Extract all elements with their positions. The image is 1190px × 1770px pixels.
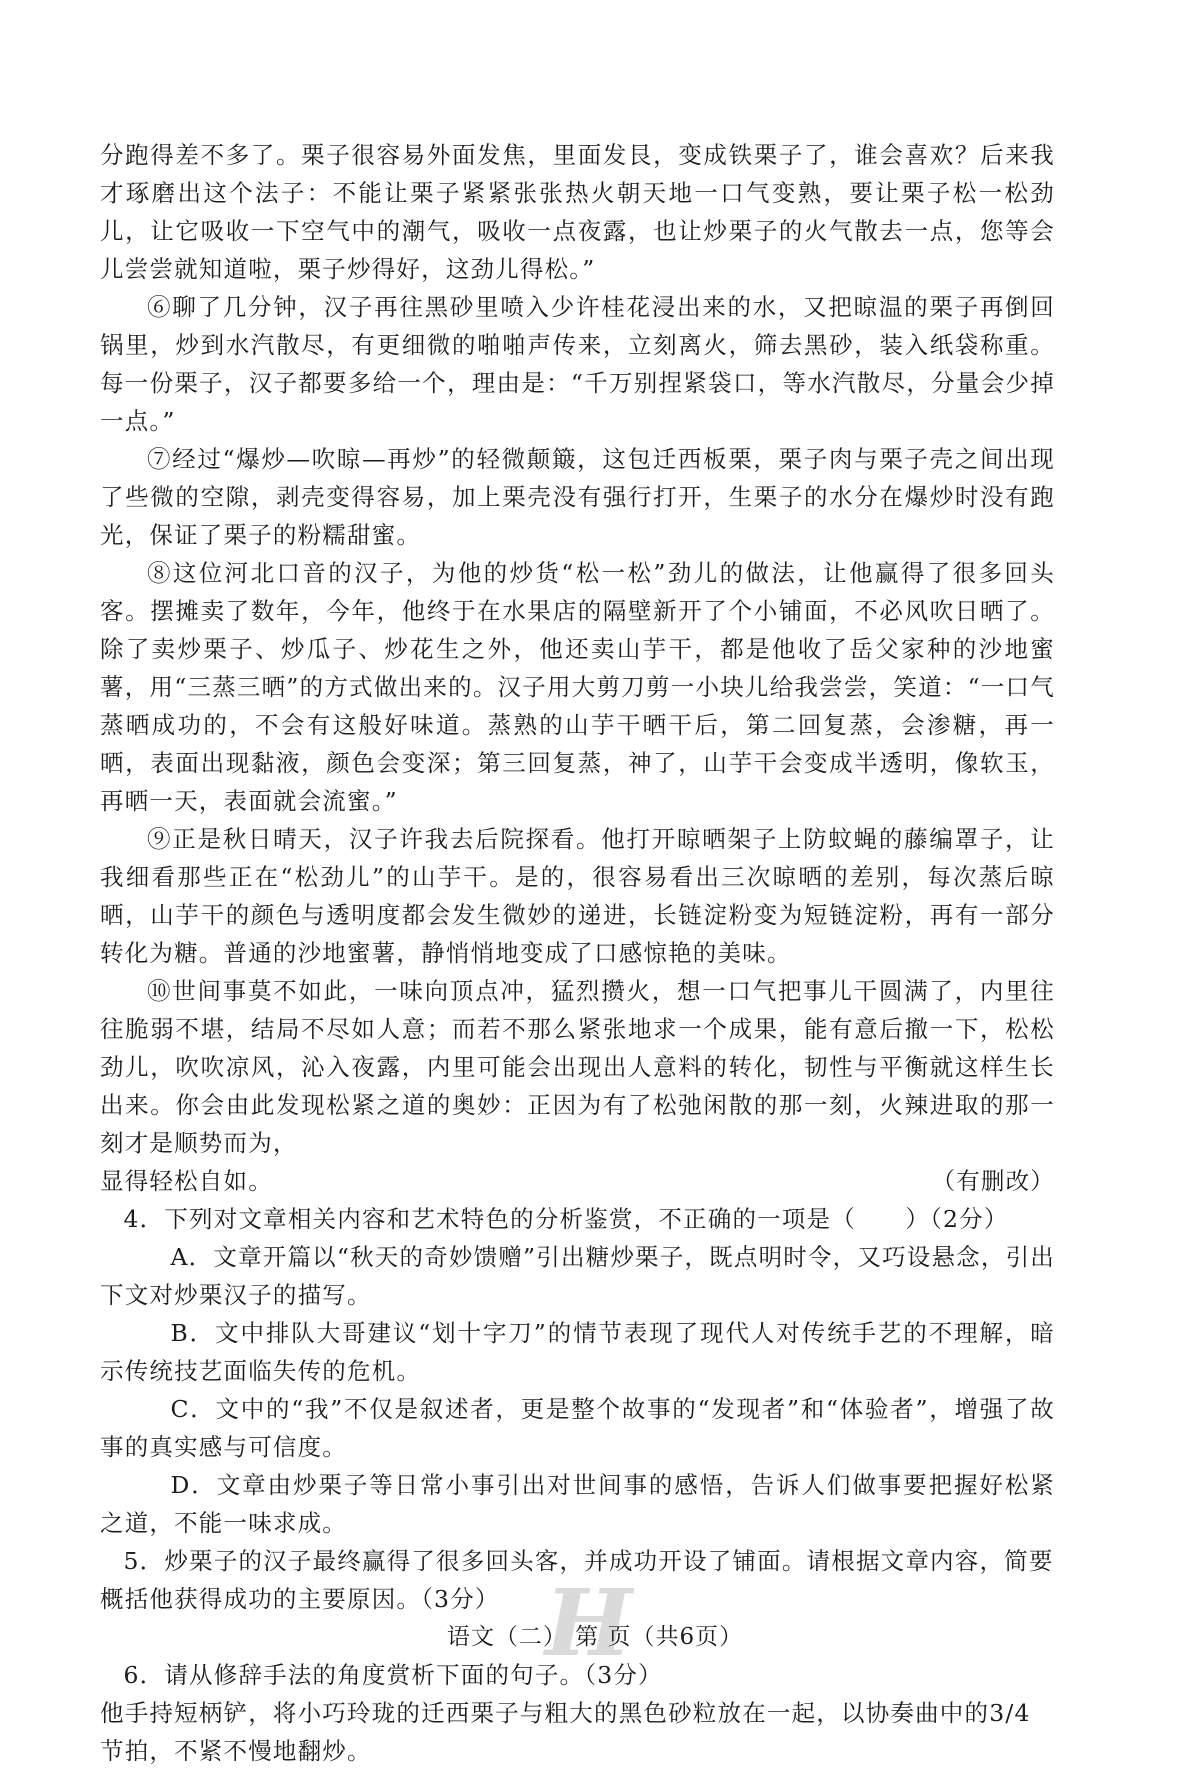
question-5-stem: 5．炒栗子的汉子最终赢得了很多回头客，并成功开设了铺面。请根据文章内容，简要概括他获得成功的主要原因。（3分） bbox=[100, 1547, 1054, 1613]
question-4-stem: 4．下列对文章相关内容和艺术特色的分析鉴赏，不正确的一项是（ ）（2分） bbox=[123, 1205, 1009, 1233]
article-paragraph-8: ⑧这位河北口音的汉子，为他的炒货“松一松”劲儿的做法，让他赢得了很多回头客。摆摊卖了数年，今年，他终于在水果店的隔壁新开了个小铺面，不必风吹日晒了。除了卖炒栗子、炒瓜子、炒花生之外，他还卖山芋干，都是他收了岳父家种的沙地蜜薯，用“三蒸三晒”的方式做出来的。汉子用大剪刀剪一小块儿给我尝尝，笑道：“一口气蒸晒成功的，不会有这般好味道。蒸熟的山芋干晒干后，第二回复蒸，会渗糖，再一晒，表面出现黏液，颜色会变深；第三回复蒸，神了，山芋干会变成半透明，像软玉，再晒一天，表面就会流蜜。” bbox=[100, 559, 1055, 815]
question-4-option-d: D．文章由炒栗子等日常小事引出对世间事的感悟，告诉人们做事要把握好松紧之道，不能一味求成。 bbox=[100, 1471, 1055, 1537]
question-4-option-b: B．文中排队大哥建议“划十字刀”的情节表现了现代人对传统手艺的不理解，暗示传统技艺面临失传的危机。 bbox=[100, 1319, 1055, 1385]
question-4-option-a: A．文章开篇以“秋天的奇妙馈赠”引出糖炒栗子，既点明时令，又巧设悬念，引出下文对炒栗汉子的描写。 bbox=[100, 1243, 1055, 1309]
page-footer: 语文（二） 第 页（共6页） bbox=[446, 1624, 744, 1650]
question-4-option-c: C．文中的“我”不仅是叙述者，更是整个故事的“发现者”和“体验者”，增强了故事的真实感与可信度。 bbox=[100, 1395, 1055, 1461]
page-content bbox=[100, 136, 1055, 1770]
article-paragraph-10-last-line: 显得轻松自如。 bbox=[100, 1167, 273, 1195]
article-paragraph-6: ⑥聊了几分钟，汉子再往黑砂里喷入少许桂花浸出来的水，又把晾温的栗子再倒回锅里，炒到水汽散尽，有更细微的啪啪声传来，立刻离火，筛去黑砂，装入纸袋称重。每一份栗子，汉子都要多给一个，理由是：“千万别捏紧袋口，等水汽散尽，分量会少掉一点。” bbox=[100, 293, 1055, 435]
question-6-stem: 6．请从修辞手法的角度赏析下面的句子。（3分） bbox=[123, 1661, 663, 1689]
article-paragraph-10-end bbox=[100, 1162, 1055, 1200]
article-paragraph-10: ⑩世间事莫不如此，一味向顶点冲，猛烈攒火，想一口气把事儿干圆满了，内里往往脆弱不堪，结局不尽如人意；而若不那么紧张地求一个成果，能有意后撤一下，松松劲儿，吹吹凉风，沁入夜露，内里可能会出现出人意料的转化，韧性与平衡就这样生长出来。你会由此发现松紧之道的奥妙：正因为有了松弛闲散的那一刻，火辣进取的那一刻才是顺势而为， bbox=[100, 977, 1055, 1157]
article-paragraph-7: ⑦经过“爆炒—吹晾—再炒”的轻微颠簸，这包迁西板栗，栗子肉与栗子壳之间出现了些微的空隙，剥壳变得容易，加上栗壳没有强行打开，生栗子的水分在爆炒时没有跑光，保证了栗子的粉糯甜蜜。 bbox=[100, 445, 1055, 549]
source-note: （有删改） bbox=[931, 1167, 1055, 1195]
question-6-quote: 他手持短柄铲，将小巧玲珑的迁西栗子与粗大的黑色砂粒放在一起，以协奏曲中的3/4节拍，不紧不慢地翻炒。 bbox=[100, 1699, 1031, 1765]
watermark-logo: H bbox=[545, 1569, 632, 1677]
article-paragraph-9: ⑨正是秋日晴天，汉子许我去后院探看。他打开晾晒架子上防蚊蝇的藤编罩子，让我细看那些正在“松劲儿”的山芋干。是的，很容易看出三次晾晒的差别，每次蒸后晾晒，山芋干的颜色与透明度都会发生微妙的递进，长链淀粉变为短链淀粉，再有一部分转化为糖。普通的沙地蜜薯，静悄悄地变成了口感惊艳的美味。 bbox=[100, 825, 1055, 967]
article-paragraph-continued: 分跑得差不多了。栗子很容易外面发焦，里面发艮，变成铁栗子了，谁会喜欢？后来我才琢磨出这个法子：不能让栗子紧紧张张热火朝天地一口气变熟，要让栗子松一松劲儿，让它吸收一下空气中的潮气，吸收一点夜露，也让炒栗子的火气散去一点，您等会儿尝尝就知道啦，栗子炒得好，这劲儿得松。” bbox=[100, 141, 1055, 283]
